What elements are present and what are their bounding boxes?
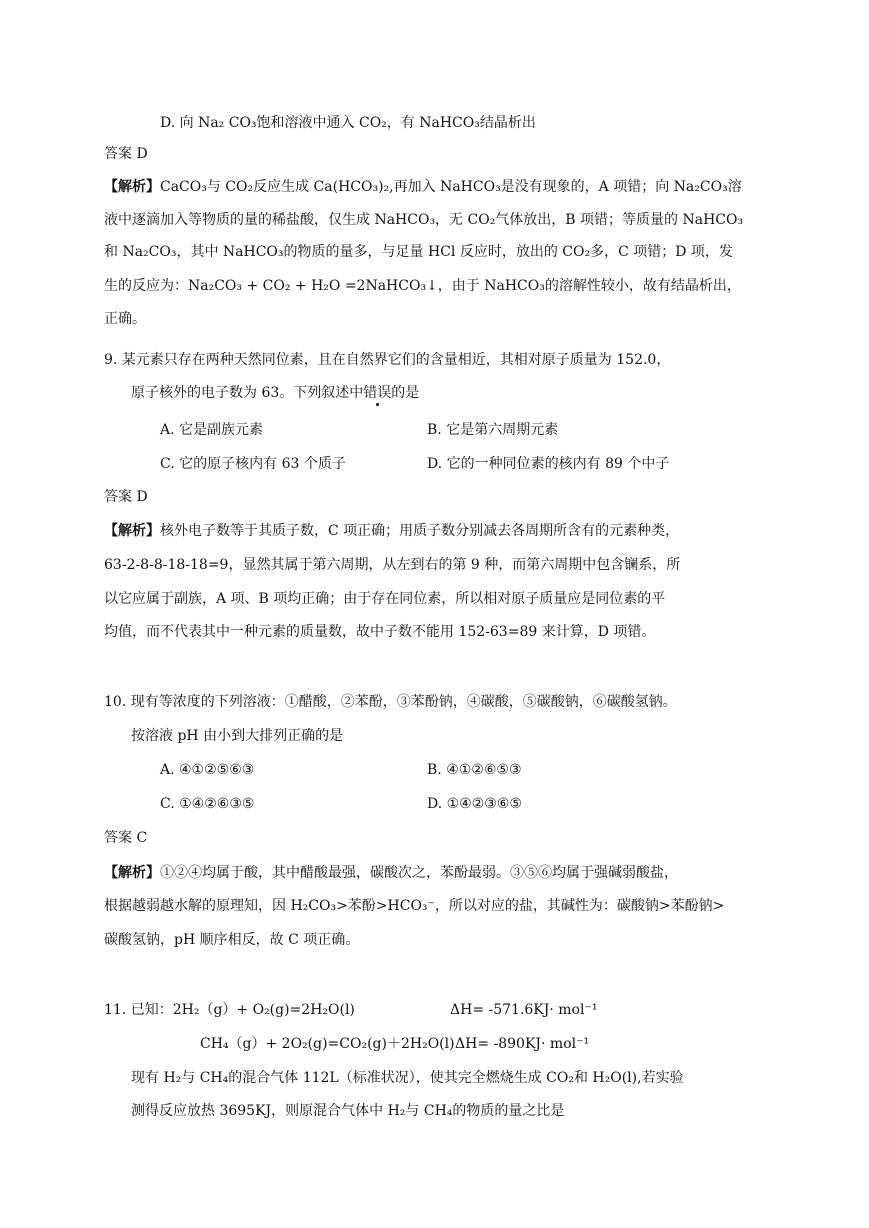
q9-option-b: B. 它是第六周期元素	[427, 422, 559, 438]
q11-equation-2-enthalpy: ΔH= -890KJ· mol⁻¹	[455, 1036, 590, 1052]
analysis-label: 【解析】	[104, 523, 160, 539]
q8-analysis-line-5: 正确。	[104, 311, 146, 327]
analysis-label: 【解析】	[104, 865, 160, 881]
q9-option-d: D. 它的一种同位素的核内有 89 个中子	[427, 456, 670, 472]
q8-answer: 答案 D	[104, 146, 148, 162]
q9-option-c: C. 它的原子核内有 63 个质子	[160, 456, 346, 472]
q10-stem-line-2: 按溶液 pH 由小到大排列正确的是	[131, 728, 344, 744]
q11-equation-2: CH₄（g）+ 2O₂(g)=CO₂(g)＋2H₂O(l)	[200, 1036, 455, 1052]
q8-analysis-line-4: 生的反应为：Na₂CO₃ + CO₂ + H₂O =2NaHCO₃↓，由于 NaHCO₃的溶解性较小，故有结晶析出，	[104, 278, 741, 294]
q11-equation-1-enthalpy: ΔH= -571.6KJ· mol⁻¹	[450, 1002, 598, 1018]
q8-analysis-line-2: 液中逐滴加入等物质的量的稀盐酸，仅生成 NaHCO₃，无 CO₂气体放出，B 项错；等质量的 NaHCO₃	[104, 212, 744, 228]
q9-analysis-line-1: 【解析】核外电子数等于其质子数，C 项正确；用质子数分别减去各周期所含有的元素种类，	[104, 523, 680, 539]
q10-option-c: C. ①④②⑥③⑤	[160, 796, 255, 812]
q10-answer: 答案 C	[104, 830, 148, 846]
q10-option-b: B. ④①②⑥⑤③	[427, 762, 522, 778]
q9-stem-line-2: 原子核外的电子数为 63。下列叙述中错误的是	[131, 385, 420, 401]
q11-stem-line-1: 现有 H₂与 CH₄的混合气体 112L（标准状况），使其完全燃烧生成 CO₂和 H₂O(l),若实验	[131, 1070, 684, 1086]
q10-option-d: D. ①④②③⑥⑤	[427, 796, 522, 812]
q10-option-a: A. ④①②⑤⑥③	[160, 762, 255, 778]
analysis-label: 【解析】	[104, 179, 160, 195]
q10-stem-line-1: 10. 现有等浓度的下列溶液：①醋酸，②苯酚，③苯酚钠，④碳酸，⑤碳酸钠，⑥碳酸氢钠。	[104, 694, 677, 710]
q9-analysis-line-3: 以它应属于副族，A 项、B 项均正确；由于存在同位素，所以相对原子质量应是同位素的平	[104, 591, 666, 607]
emphasis-dotted: 错误	[363, 385, 392, 401]
q9-answer: 答案 D	[104, 489, 148, 505]
q9-analysis-line-2: 63-2-8-8-18-18=9，显然其属于第六周期，从左到右的第 9 种，而第六周期中包含镧系，所	[104, 557, 681, 573]
q8-option-d: D. 向 Na₂ CO₃饱和溶液中通入 CO₂，有 NaHCO₃结晶析出	[160, 115, 536, 131]
q10-analysis-line-1: 【解析】①②④均属于酸，其中醋酸最强，碳酸次之，苯酚最弱。③⑤⑥均属于强碱弱酸盐，	[104, 865, 678, 881]
q10-analysis-line-2: 根据越弱越水解的原理知，因 H₂CO₃>苯酚>HCO₃⁻，所以对应的盐，其碱性为：碳酸钠>苯酚钠>	[104, 898, 725, 914]
q9-analysis-line-4: 均值，而不代表其中一种元素的质量数，故中子数不能用 152-63=89 来计算，D 项错。	[104, 624, 656, 640]
q10-analysis-line-3: 碳酸氢钠，pH 顺序相反，故 C 项正确。	[104, 932, 360, 948]
q9-stem-line-1: 9. 某元素只存在两种天然同位素，且在自然界它们的含量相近，其相对原子质量为 152.0，	[104, 352, 671, 368]
q8-analysis-line-1: 【解析】CaCO₃与 CO₂反应生成 Ca(HCO₃)₂,再加入 NaHCO₃是没有现象的，A 项错；向 Na₂CO₃溶	[104, 179, 742, 195]
q8-analysis-line-3: 和 Na₂CO₃，其中 NaHCO₃的物质的量多，与足量 HCl 反应时，放出的 CO₂多，C 项错；D 项，发	[104, 244, 733, 260]
q9-option-a: A. 它是副族元素	[160, 422, 264, 438]
q11-stem-line-2: 测得反应放热 3695KJ，则原混合气体中 H₂与 CH₄的物质的量之比是	[131, 1103, 565, 1119]
q11-equation-1: 11. 已知：2H₂（g）+ O₂(g)=2H₂O(l)	[104, 1002, 355, 1018]
